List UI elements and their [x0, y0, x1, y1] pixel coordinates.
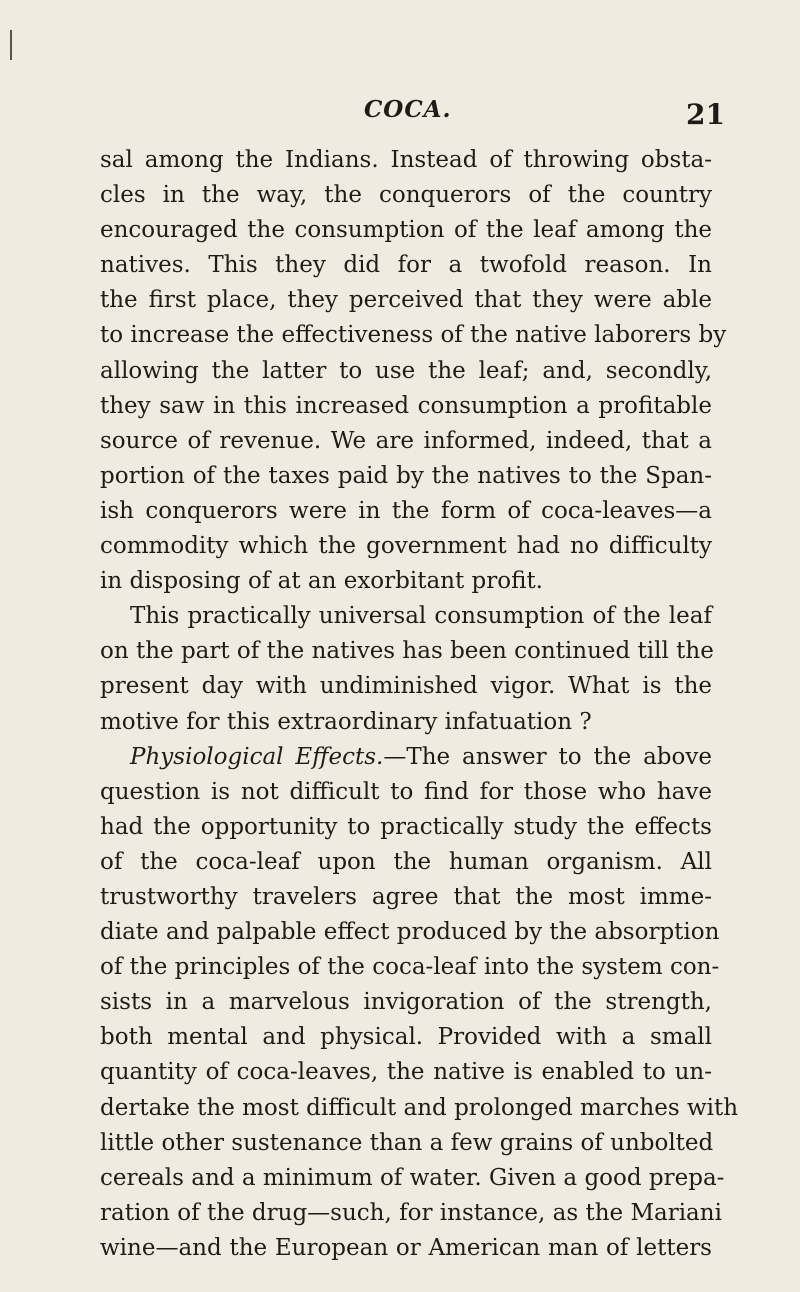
text-line: commodity which the government had no difficulty: [100, 533, 712, 560]
section-lead-text: —The answer to the above: [383, 743, 712, 770]
text-line: to increase the effectiveness of the native laborers by: [100, 322, 727, 349]
text-line: little other sustenance than a few grains of unbolted: [100, 1129, 714, 1156]
text-line: encouraged the consumption of the leaf among the: [100, 217, 712, 244]
paragraph-first-line: This practically universal consumption of the leaf: [130, 603, 712, 630]
text-line: question is not difficult to find for those who have: [100, 778, 712, 805]
page-edge-mark: [10, 30, 12, 60]
text-line: present day with undiminished vigor. What is the: [100, 673, 712, 700]
text-line: dertake the most difficult and prolonged marches with: [100, 1094, 739, 1121]
text-line: portion of the taxes paid by the natives to the Span-: [100, 462, 712, 489]
section-heading-line: [100, 740, 712, 775]
text-line: diate and palpable effect produced by the absorption: [100, 919, 720, 946]
text-line: both mental and physical. Provided with a small: [100, 1024, 712, 1051]
text-line: of the principles of the coca-leaf into the system con-: [100, 954, 720, 981]
text-line: sal among the Indians. Instead of throwing obsta-: [100, 147, 712, 173]
text-line: sists in a marvelous invigoration of the strength,: [100, 989, 712, 1016]
text-line: wine—and the European or American man of letters: [100, 1234, 712, 1261]
text-line: they saw in this increased consumption a profitable: [100, 392, 712, 419]
text-line: motive for this extraordinary infatuation ?: [100, 708, 592, 735]
body-text: [100, 143, 739, 1266]
text-line: quantity of coca-leaves, the native is enabled to un-: [100, 1059, 712, 1086]
text-line: on the part of the natives has been continued till the: [100, 638, 714, 665]
text-line: ration of the drug—such, for instance, as the Mariani: [100, 1199, 722, 1226]
text-line: cles in the way, the conquerors of the country: [100, 182, 712, 209]
text-line: had the opportunity to practically study the effects: [100, 813, 712, 840]
running-title: COCA.: [364, 96, 452, 123]
text-line: trustworthy travelers agree that the most imme-: [100, 883, 712, 910]
text-line: allowing the latter to use the leaf; and, secondly,: [100, 357, 712, 384]
text-line: the first place, they perceived that they were able: [100, 287, 712, 314]
page-number: 21: [686, 98, 725, 131]
text-line: source of revenue. We are informed, indeed, that a: [100, 427, 712, 454]
section-heading: Physiological Effects.: [130, 743, 384, 770]
text-line: ish conquerors were in the form of coca-leaves—a: [100, 497, 712, 524]
running-head: [0, 96, 800, 131]
text-line: of the coca-leaf upon the human organism. All: [100, 848, 712, 875]
text-line: in disposing of at an exorbitant profit.: [100, 568, 543, 595]
text-line: cereals and a minimum of water. Given a good prepa-: [100, 1164, 725, 1191]
text-line: natives. This they did for a twofold reason. In: [100, 252, 712, 279]
